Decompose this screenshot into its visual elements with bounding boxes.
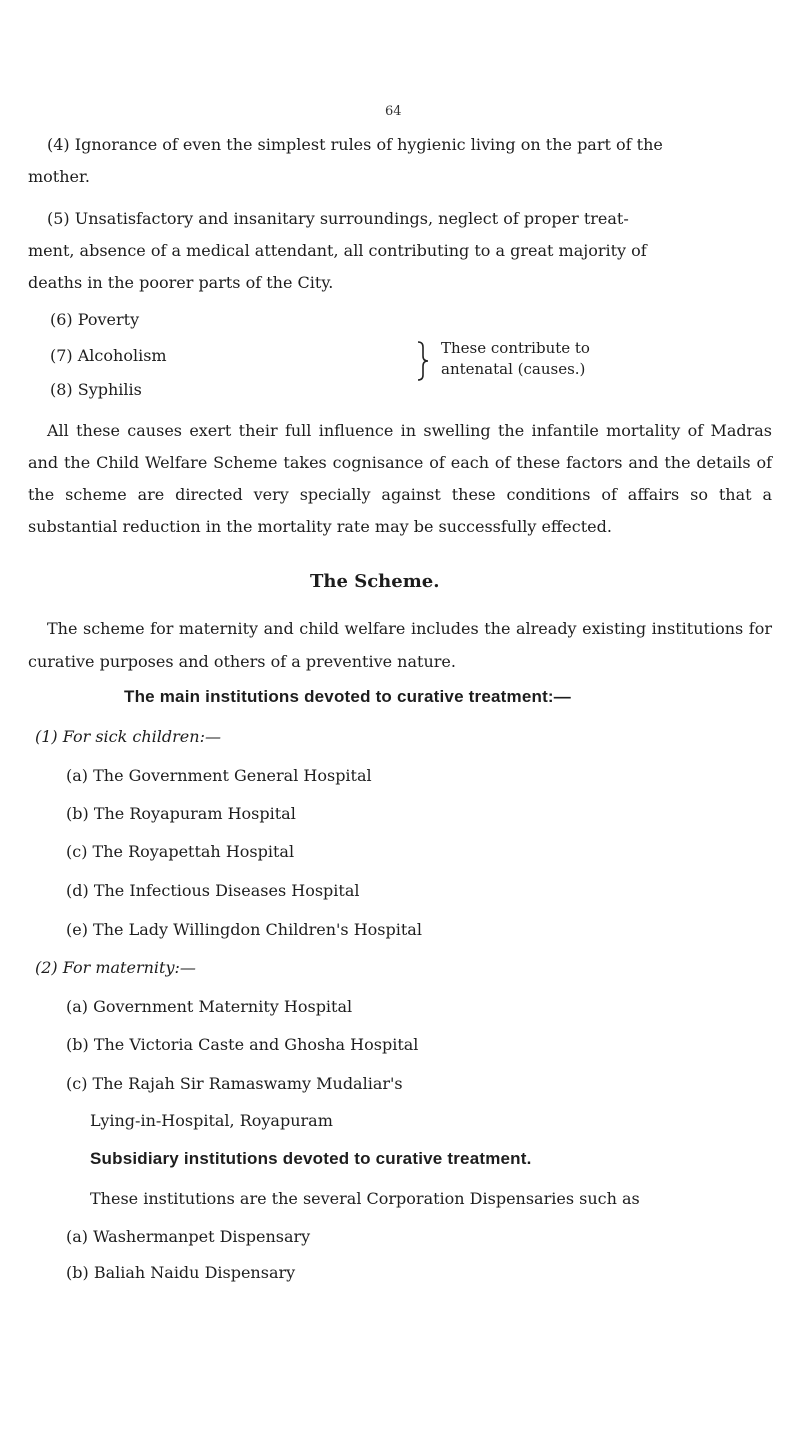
cause-5-line2: ment, absence of a medical attendant, all contributing to a great majority of: [28, 241, 647, 260]
maternity-item-a: (a) Government Maternity Hospital: [66, 997, 353, 1016]
sick-children-label: (1) For sick children:—: [35, 727, 221, 746]
maternity-label: (2) For maternity:—: [35, 958, 196, 977]
scheme-paragraph: The scheme for maternity and child welfare includes the already existing institutions for curative purposes and others of a preventive nature.: [28, 619, 772, 671]
sick-children-item-c: (c) The Royapettah Hospital: [66, 842, 295, 861]
cause-6: (6) Poverty: [50, 310, 140, 329]
maternity-item-b: (b) The Victoria Caste and Ghosha Hospital: [66, 1035, 419, 1054]
cause-5-line3: deaths in the poorer parts of the City.: [28, 273, 334, 292]
cause-8: (8) Syphilis: [50, 380, 142, 399]
sick-children-item-d: (d) The Infectious Diseases Hospital: [66, 881, 360, 900]
cause-4: (4) Ignorance of even the simplest rules of hygienic living on the part of the: [47, 135, 663, 154]
sick-children-item-a: (a) The Government General Hospital: [66, 766, 372, 785]
dispensary-item-b: (b) Baliah Naidu Dispensary: [66, 1263, 296, 1282]
scheme-heading: The Scheme.: [310, 571, 440, 592]
maternity-item-c-continued: Lying-in-Hospital, Royapuram: [90, 1111, 333, 1130]
maternity-item-c: (c) The Rajah Sir Ramaswamy Mudaliar's: [66, 1074, 403, 1093]
main-institutions-heading: The main institutions devoted to curative treatment:—: [124, 687, 571, 706]
dispensary-item-a: (a) Washermanpet Dispensary: [66, 1227, 311, 1246]
subsidiary-heading: Subsidiary institutions devoted to curative treatment.: [90, 1149, 532, 1168]
subsidiary-intro: These institutions are the several Corporation Dispensaries such as: [90, 1189, 640, 1208]
cause-4-continued: mother.: [28, 167, 90, 186]
summary-paragraph: All these causes exert their full influence in swelling the infantile mortality of Madras and the Child Welfare Scheme takes cognisance of each of these factors and the details of the scheme are directed very specially against these conditions of affairs so that a substantial reduction in the mortality rate may be successfully effected.: [28, 421, 772, 536]
right-brace-icon: [416, 341, 430, 381]
sick-children-item-b: (b) The Royapuram Hospital: [66, 804, 296, 823]
cause-7: (7) Alcoholism: [50, 346, 167, 365]
cause-5-line1: (5) Unsatisfactory and insanitary surroundings, neglect of proper treat-: [47, 209, 629, 228]
page-number: 64: [385, 104, 402, 119]
brace-note-line2: antenatal (causes.): [441, 360, 586, 378]
brace-note-line1: These contribute to: [441, 339, 590, 357]
sick-children-item-e: (e) The Lady Willingdon Children's Hospital: [66, 920, 422, 939]
